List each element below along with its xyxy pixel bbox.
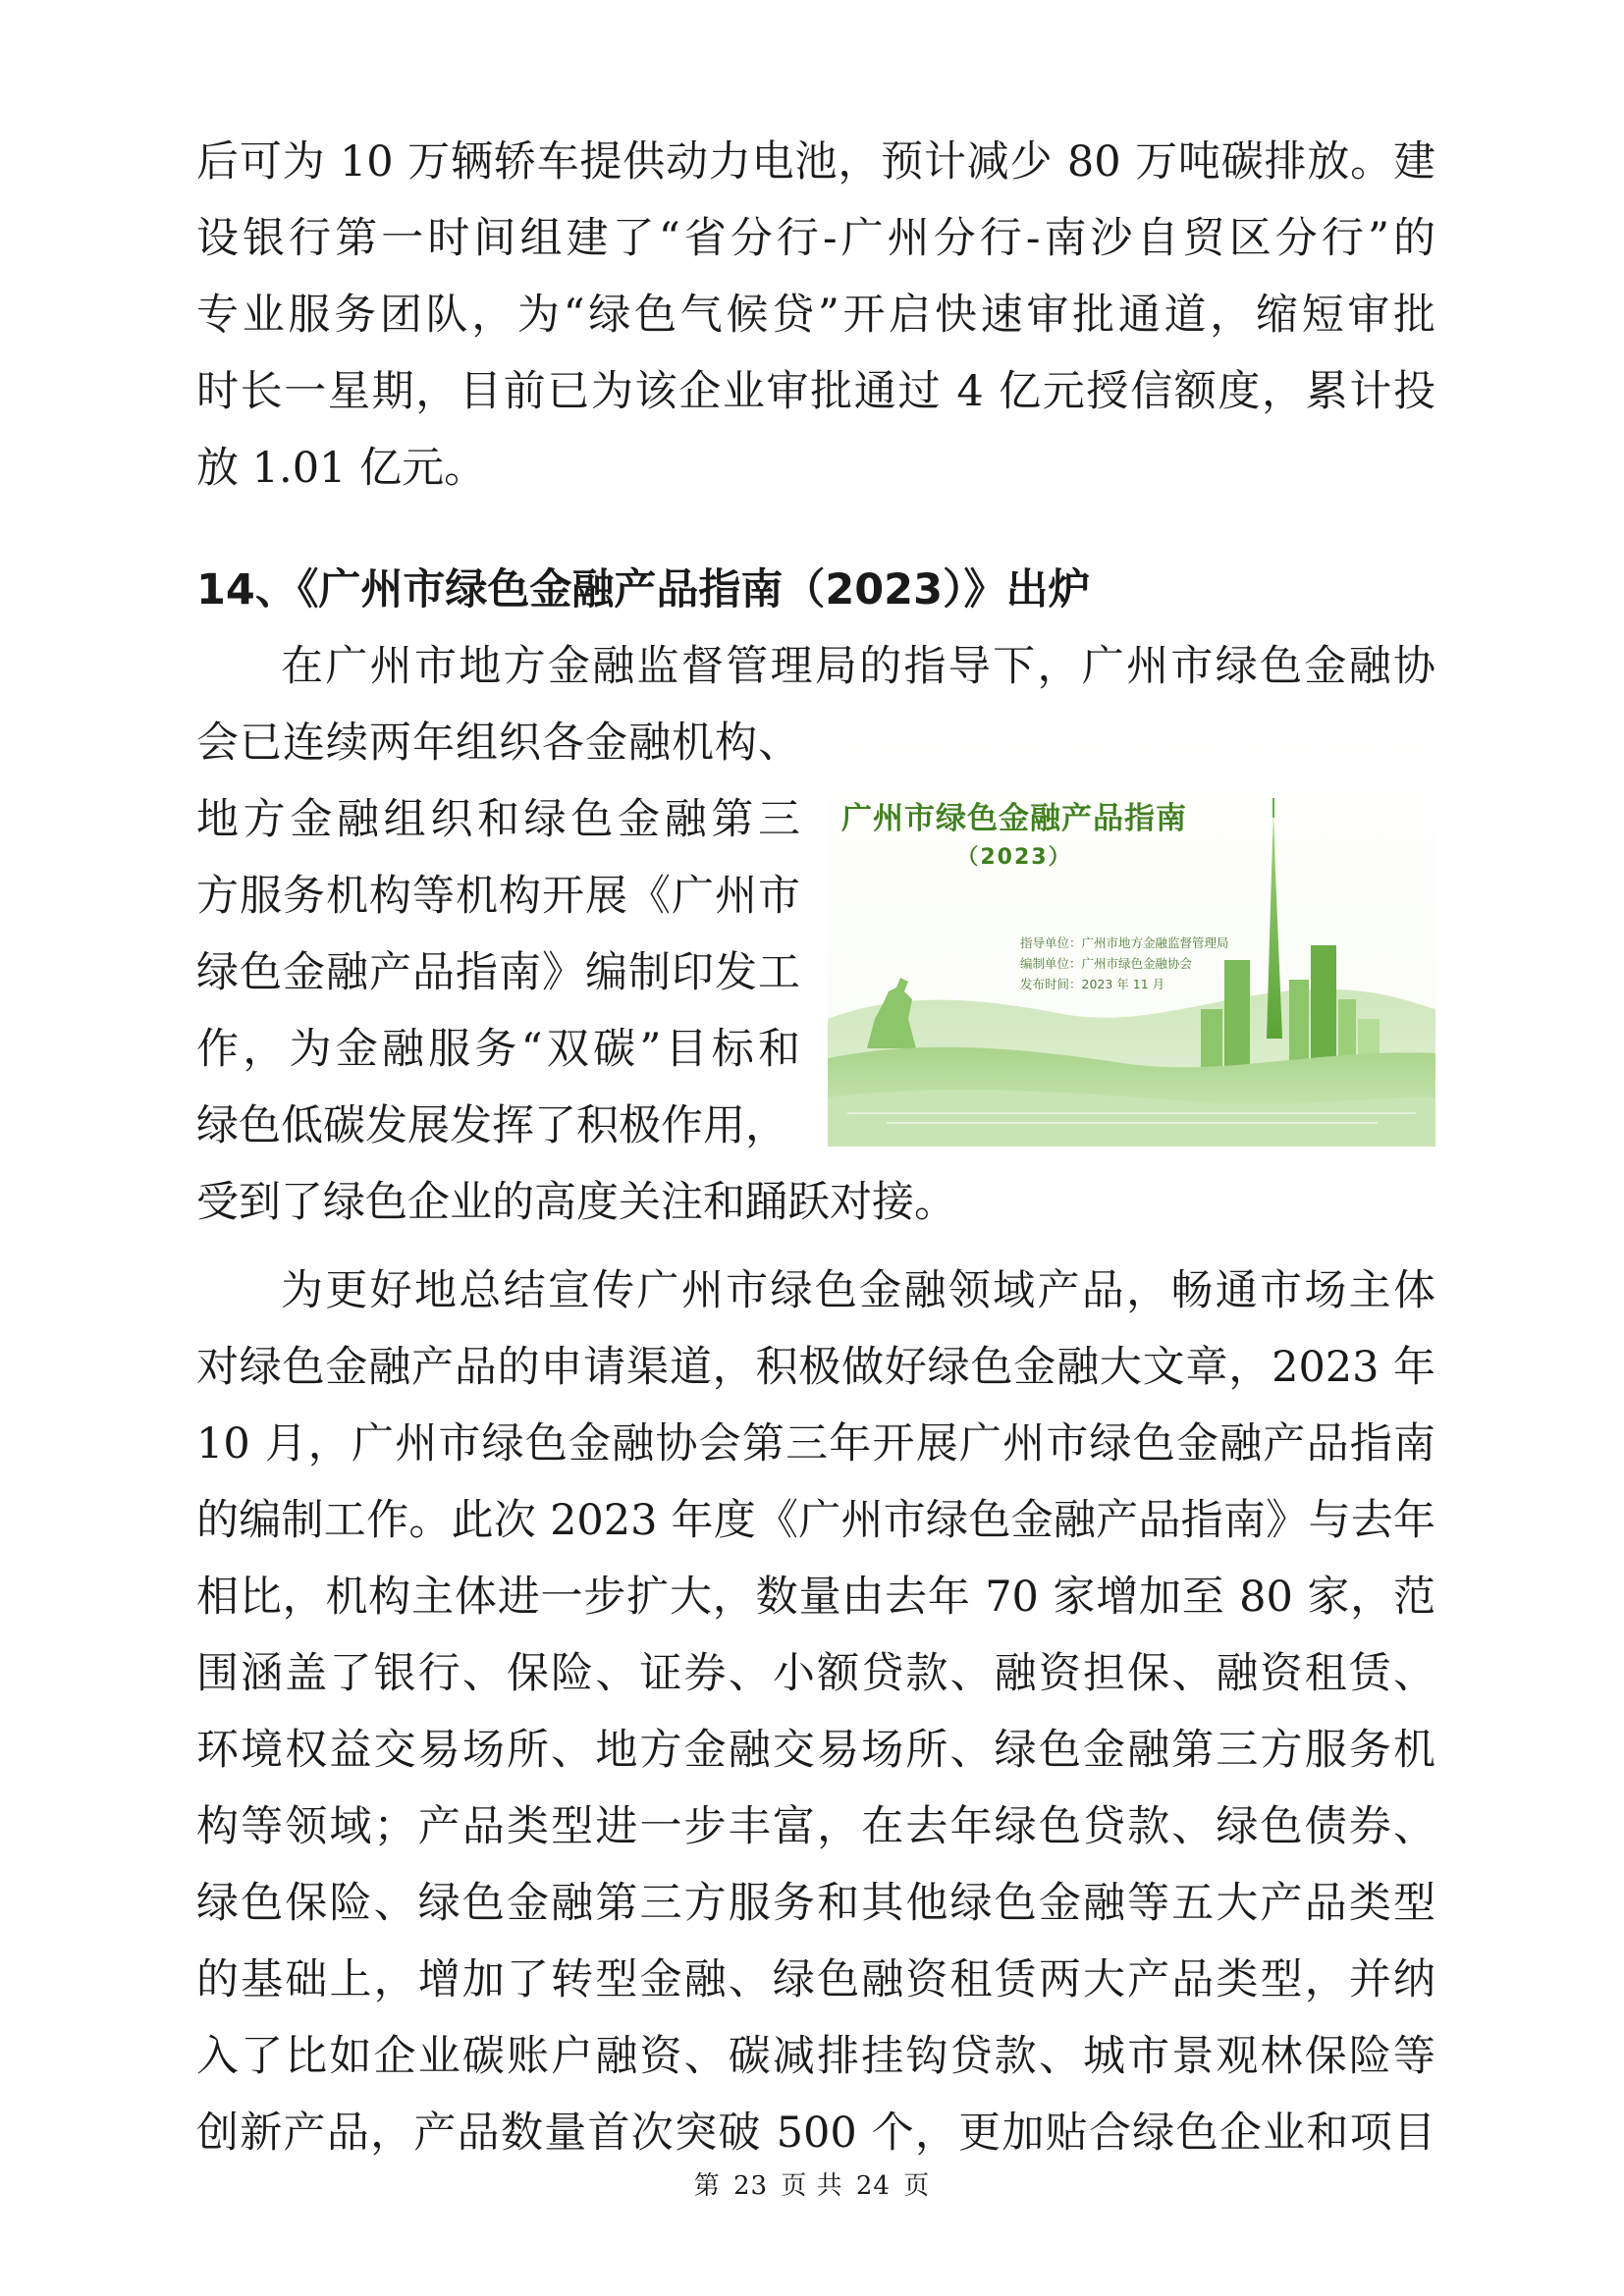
text-line: 后可为 10 万辆轿车提供动力电池，预计减少 80 万吨碳排放。建: [196, 137, 1435, 187]
text-line: 专业服务团队，为“绿色气候贷”开启快速审批通道，缩短审批: [196, 291, 1435, 340]
cover-title: 广州市绿色金融产品指南: [841, 801, 1187, 836]
cover-meta-line: 编制单位：广州市绿色金融协会: [1020, 956, 1193, 971]
guide-cover-image: [828, 724, 1435, 1147]
section-heading: 14、《广州市绿色金融产品指南（2023）》出炉: [196, 565, 1091, 614]
current-page-number: 23: [733, 2171, 769, 2201]
text-line: 设银行第一时间组建了“省分行-广州分行-南沙自贸区分行”的: [196, 214, 1435, 263]
text-line: 地方金融组织和绿色金融第三: [196, 795, 800, 844]
text-line: 环境权益交易场所、地方金融交易场所、绿色金融第三方服务机: [196, 1726, 1435, 1775]
cover-meta-line: 发布时间：2023 年 11 月: [1020, 977, 1165, 991]
cover-meta-line: 指导单位：广州市地方金融监督管理局: [1020, 935, 1229, 950]
text-line: 相比，机构主体进一步扩大，数量由去年 70 家增加至 80 家，范: [196, 1573, 1435, 1622]
text-line: 绿色金融产品指南》编制印发工: [196, 948, 800, 997]
text-line: 的编制工作。此次 2023 年度《广州市绿色金融产品指南》与去年: [196, 1496, 1435, 1545]
total-page-number: 24: [855, 2171, 891, 2201]
text-line: 创新产品，产品数量首次突破 500 个，更加贴合绿色企业和项目: [196, 2109, 1435, 2158]
text-line: 会已连续两年组织各金融机构、: [196, 719, 801, 768]
text-line: 作，为金融服务“双碳”目标和: [196, 1025, 800, 1074]
text-line: 为更好地总结宣传广州市绿色金融领域产品，畅通市场主体: [281, 1266, 1435, 1315]
page-footer: [0, 2165, 1624, 2202]
text-line: 放 1.01 亿元。: [196, 444, 487, 493]
text-line: 围涵盖了银行、保险、证券、小额贷款、融资担保、融资租赁、: [196, 1649, 1435, 1698]
footer-suffix: 页: [903, 2171, 931, 2201]
footer-prefix: 第: [693, 2171, 721, 2201]
cover-meta: [1020, 933, 1229, 994]
text-line: 绿色保险、绿色金融第三方服务和其他绿色金融等五大产品类型: [196, 1879, 1435, 1928]
text-line: 构等领域；产品类型进一步丰富，在去年绿色贷款、绿色债券、: [196, 1802, 1435, 1851]
text-line: 对绿色金融产品的申请渠道，积极做好绿色金融大文章，2023 年: [196, 1343, 1435, 1392]
text-line: 入了比如企业碳账户融资、碳减排挂钩贷款、城市景观林保险等: [196, 2032, 1435, 2081]
text-line: 在广州市地方金融监督管理局的指导下，广州市绿色金融协: [281, 642, 1435, 691]
text-line: 绿色低碳发展发挥了积极作用，: [196, 1101, 787, 1150]
text-line: 方服务机构等机构开展《广州市: [196, 872, 800, 921]
paragraph-1: [196, 124, 1435, 507]
text-line: 的基础上，增加了转型金融、绿色融资租赁两大产品类型，并纳: [196, 1955, 1435, 2004]
paragraph-3: [196, 1253, 1435, 2171]
footer-mid: 页 共: [781, 2171, 843, 2201]
text-line: 10 月，广州市绿色金融协会第三年开展广州市绿色金融产品指南: [196, 1419, 1435, 1468]
text-line: 时长一星期，目前已为该企业审批通过 4 亿元授信额度，累计投: [196, 367, 1435, 416]
text-line: 受到了绿色企业的高度关注和踊跃对接。: [196, 1178, 956, 1227]
cover-year: （2023）: [956, 845, 1072, 870]
